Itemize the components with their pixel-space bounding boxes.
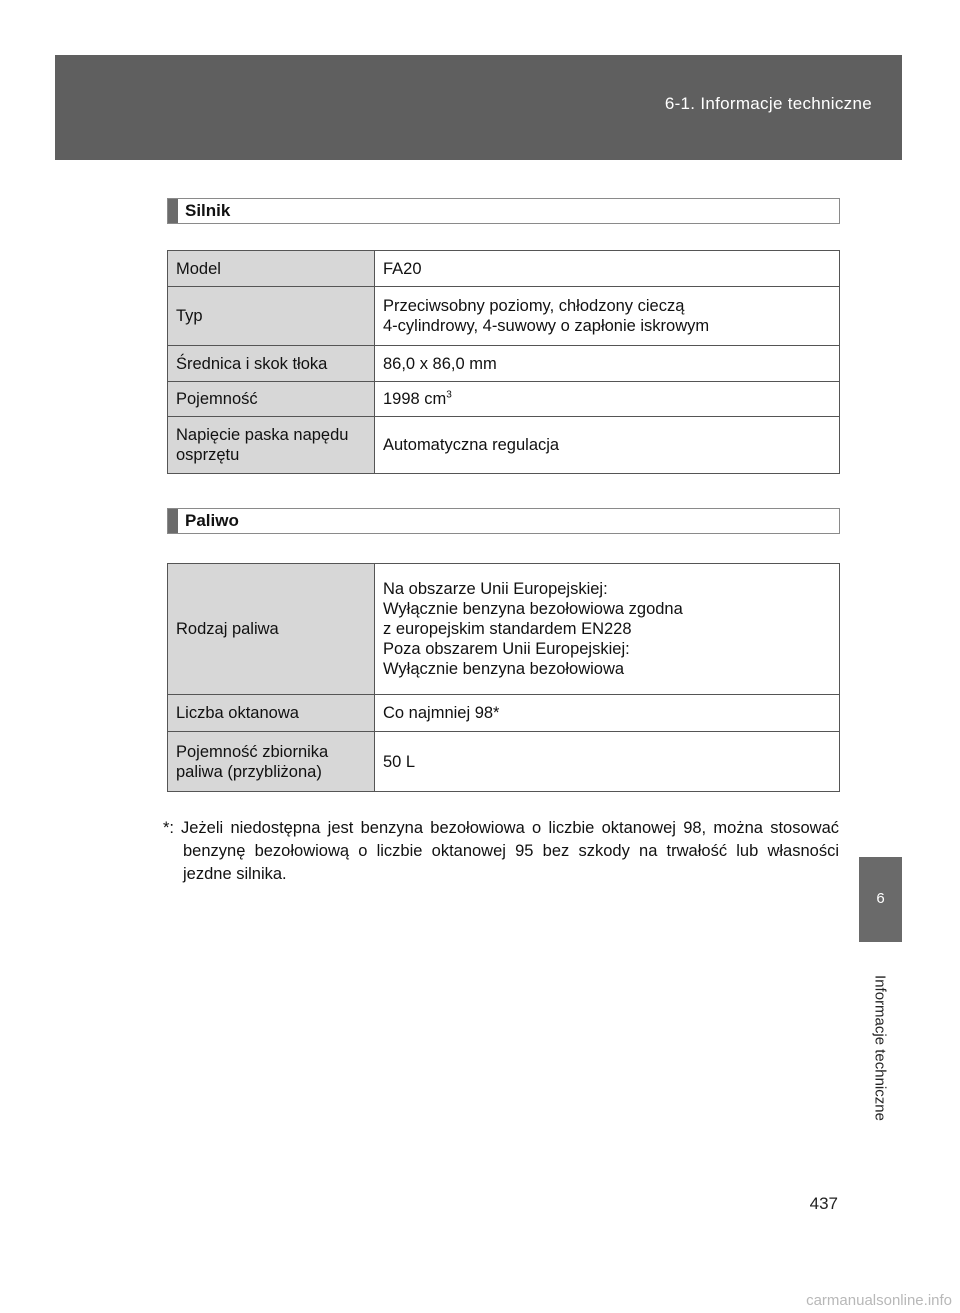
table-row <box>168 251 840 287</box>
fuel-section-header <box>167 508 840 534</box>
fuel-section-title: Paliwo <box>185 511 239 530</box>
table-row <box>168 287 840 346</box>
section-title: 6-1. Informacje techniczne <box>664 94 872 113</box>
spec-key-text: Pojemność zbiornika paliwa (przybliżona) <box>176 742 329 781</box>
section-header-bar <box>168 199 178 223</box>
spec-value: 86,0 x 86,0 mm <box>375 346 840 382</box>
spec-key <box>168 732 375 792</box>
spec-key: Rodzaj paliwa <box>168 564 375 695</box>
chapter-tab-number: 6 <box>876 890 885 907</box>
table-row <box>168 564 840 695</box>
spec-key: Liczba oktanowa <box>168 695 375 732</box>
spec-value-text: 1998 cm <box>383 390 447 408</box>
spec-value <box>375 287 840 346</box>
spec-value: FA20 <box>375 251 840 287</box>
spec-key: Typ <box>168 287 375 346</box>
engine-section-title: Silnik <box>185 201 231 220</box>
spec-value: 50 L <box>375 732 840 792</box>
chapter-tab-label: Informacje techniczne <box>871 975 889 1121</box>
spec-value <box>375 564 840 695</box>
spec-value-text: Na obszarze Unii Europejskiej: Wyłącznie benzyna bezołowiowa zgodna z europejskim standardem EN228 Poza obszarem Unii Europejskiej: Wyłącznie benzyna bezołowiowa <box>383 580 683 678</box>
superscript: 3 <box>446 389 452 401</box>
page-number: 437 <box>809 1194 838 1213</box>
footnote-mark: *: <box>163 819 175 837</box>
spec-value <box>375 382 840 417</box>
chapter-tab <box>859 857 902 942</box>
footnote <box>163 817 839 886</box>
spec-key-text: Napięcie paska napędu osprzętu <box>176 426 349 464</box>
table-row <box>168 417 840 474</box>
table-row <box>168 346 840 382</box>
spec-key: Średnica i skok tłoka <box>168 346 375 382</box>
table-row <box>168 695 840 732</box>
table-row <box>168 382 840 417</box>
engine-section-header <box>167 198 840 224</box>
engine-spec-table <box>167 250 840 474</box>
section-header-bar <box>168 509 178 533</box>
table-row <box>168 732 840 792</box>
spec-value: Co najmniej 98* <box>375 695 840 732</box>
footnote-text: Jeżeli niedostępna jest benzyna bezołowiowa o liczbie oktanowej 98, można stosować benzynę bezołowiową o liczbie oktanowej 95 bez szkody na trwałość lub własności jezdne silnika. <box>181 819 839 883</box>
spec-key <box>168 417 375 474</box>
watermark: carmanualsonline.info <box>806 1292 952 1309</box>
spec-value-text: Przeciwsobny poziomy, chłodzony cieczą 4-cylindrowy, 4-suwowy o zapłonie iskrowym <box>383 297 710 335</box>
spec-key: Pojemność <box>168 382 375 417</box>
fuel-spec-table <box>167 563 840 792</box>
spec-value: Automatyczna regulacja <box>375 417 840 474</box>
spec-key: Model <box>168 251 375 287</box>
